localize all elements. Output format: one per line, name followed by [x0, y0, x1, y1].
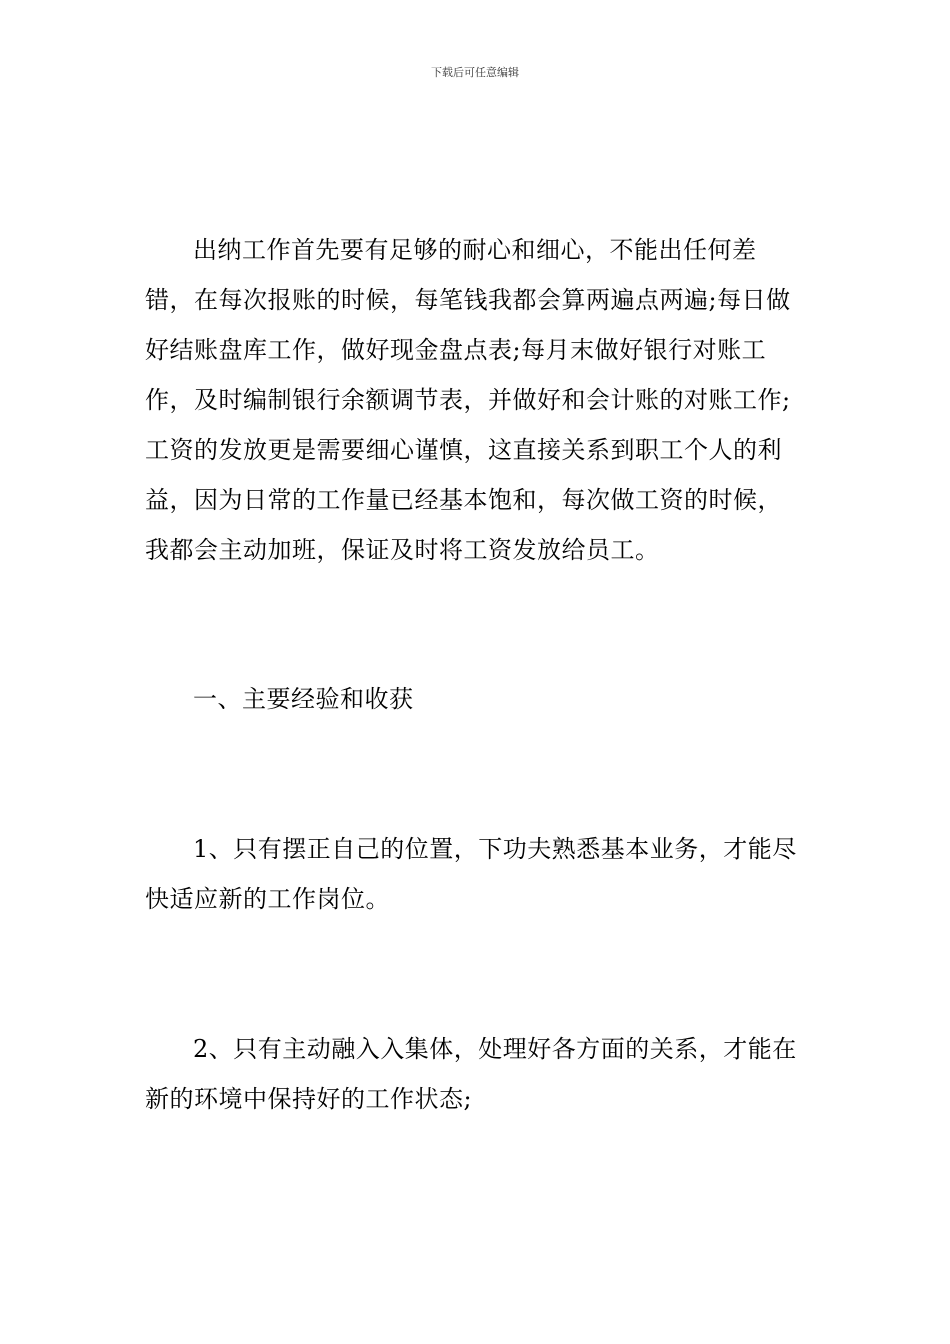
list-item: 2、只有主动融入入集体，处理好各方面的关系，才能在新的环境中保持好的工作状态;: [145, 1035, 797, 1113]
section-heading: 一、主要经验和收获: [193, 685, 414, 713]
body-paragraph: 出纳工作首先要有足够的耐心和细心，不能出任何差错，在每次报账的时候，每笔钱我都会算两遍点两遍;每日做好结账盘库工作，做好现金盘点表;每月末做好银行对账工作，及时编制银行余额调节表，并做好和会计账的对账工作;工资的发放更是需要细心谨慎，这直接关系到职工个人的利益，因为日常的工作量已经基本饱和，每次做工资的时候，我都会主动加班，保证及时将工资发放给员工。: [145, 236, 791, 564]
paragraph-block: [145, 225, 805, 575]
list-item: 1、只有摆正自己的位置，下功夫熟悉基本业务，才能尽快适应新的工作岗位。: [145, 835, 797, 913]
header-note: 下载后可任意编辑: [431, 66, 519, 79]
list-item-block: [145, 1024, 805, 1124]
section-heading-block: [145, 674, 805, 724]
list-item-block: [145, 824, 805, 924]
